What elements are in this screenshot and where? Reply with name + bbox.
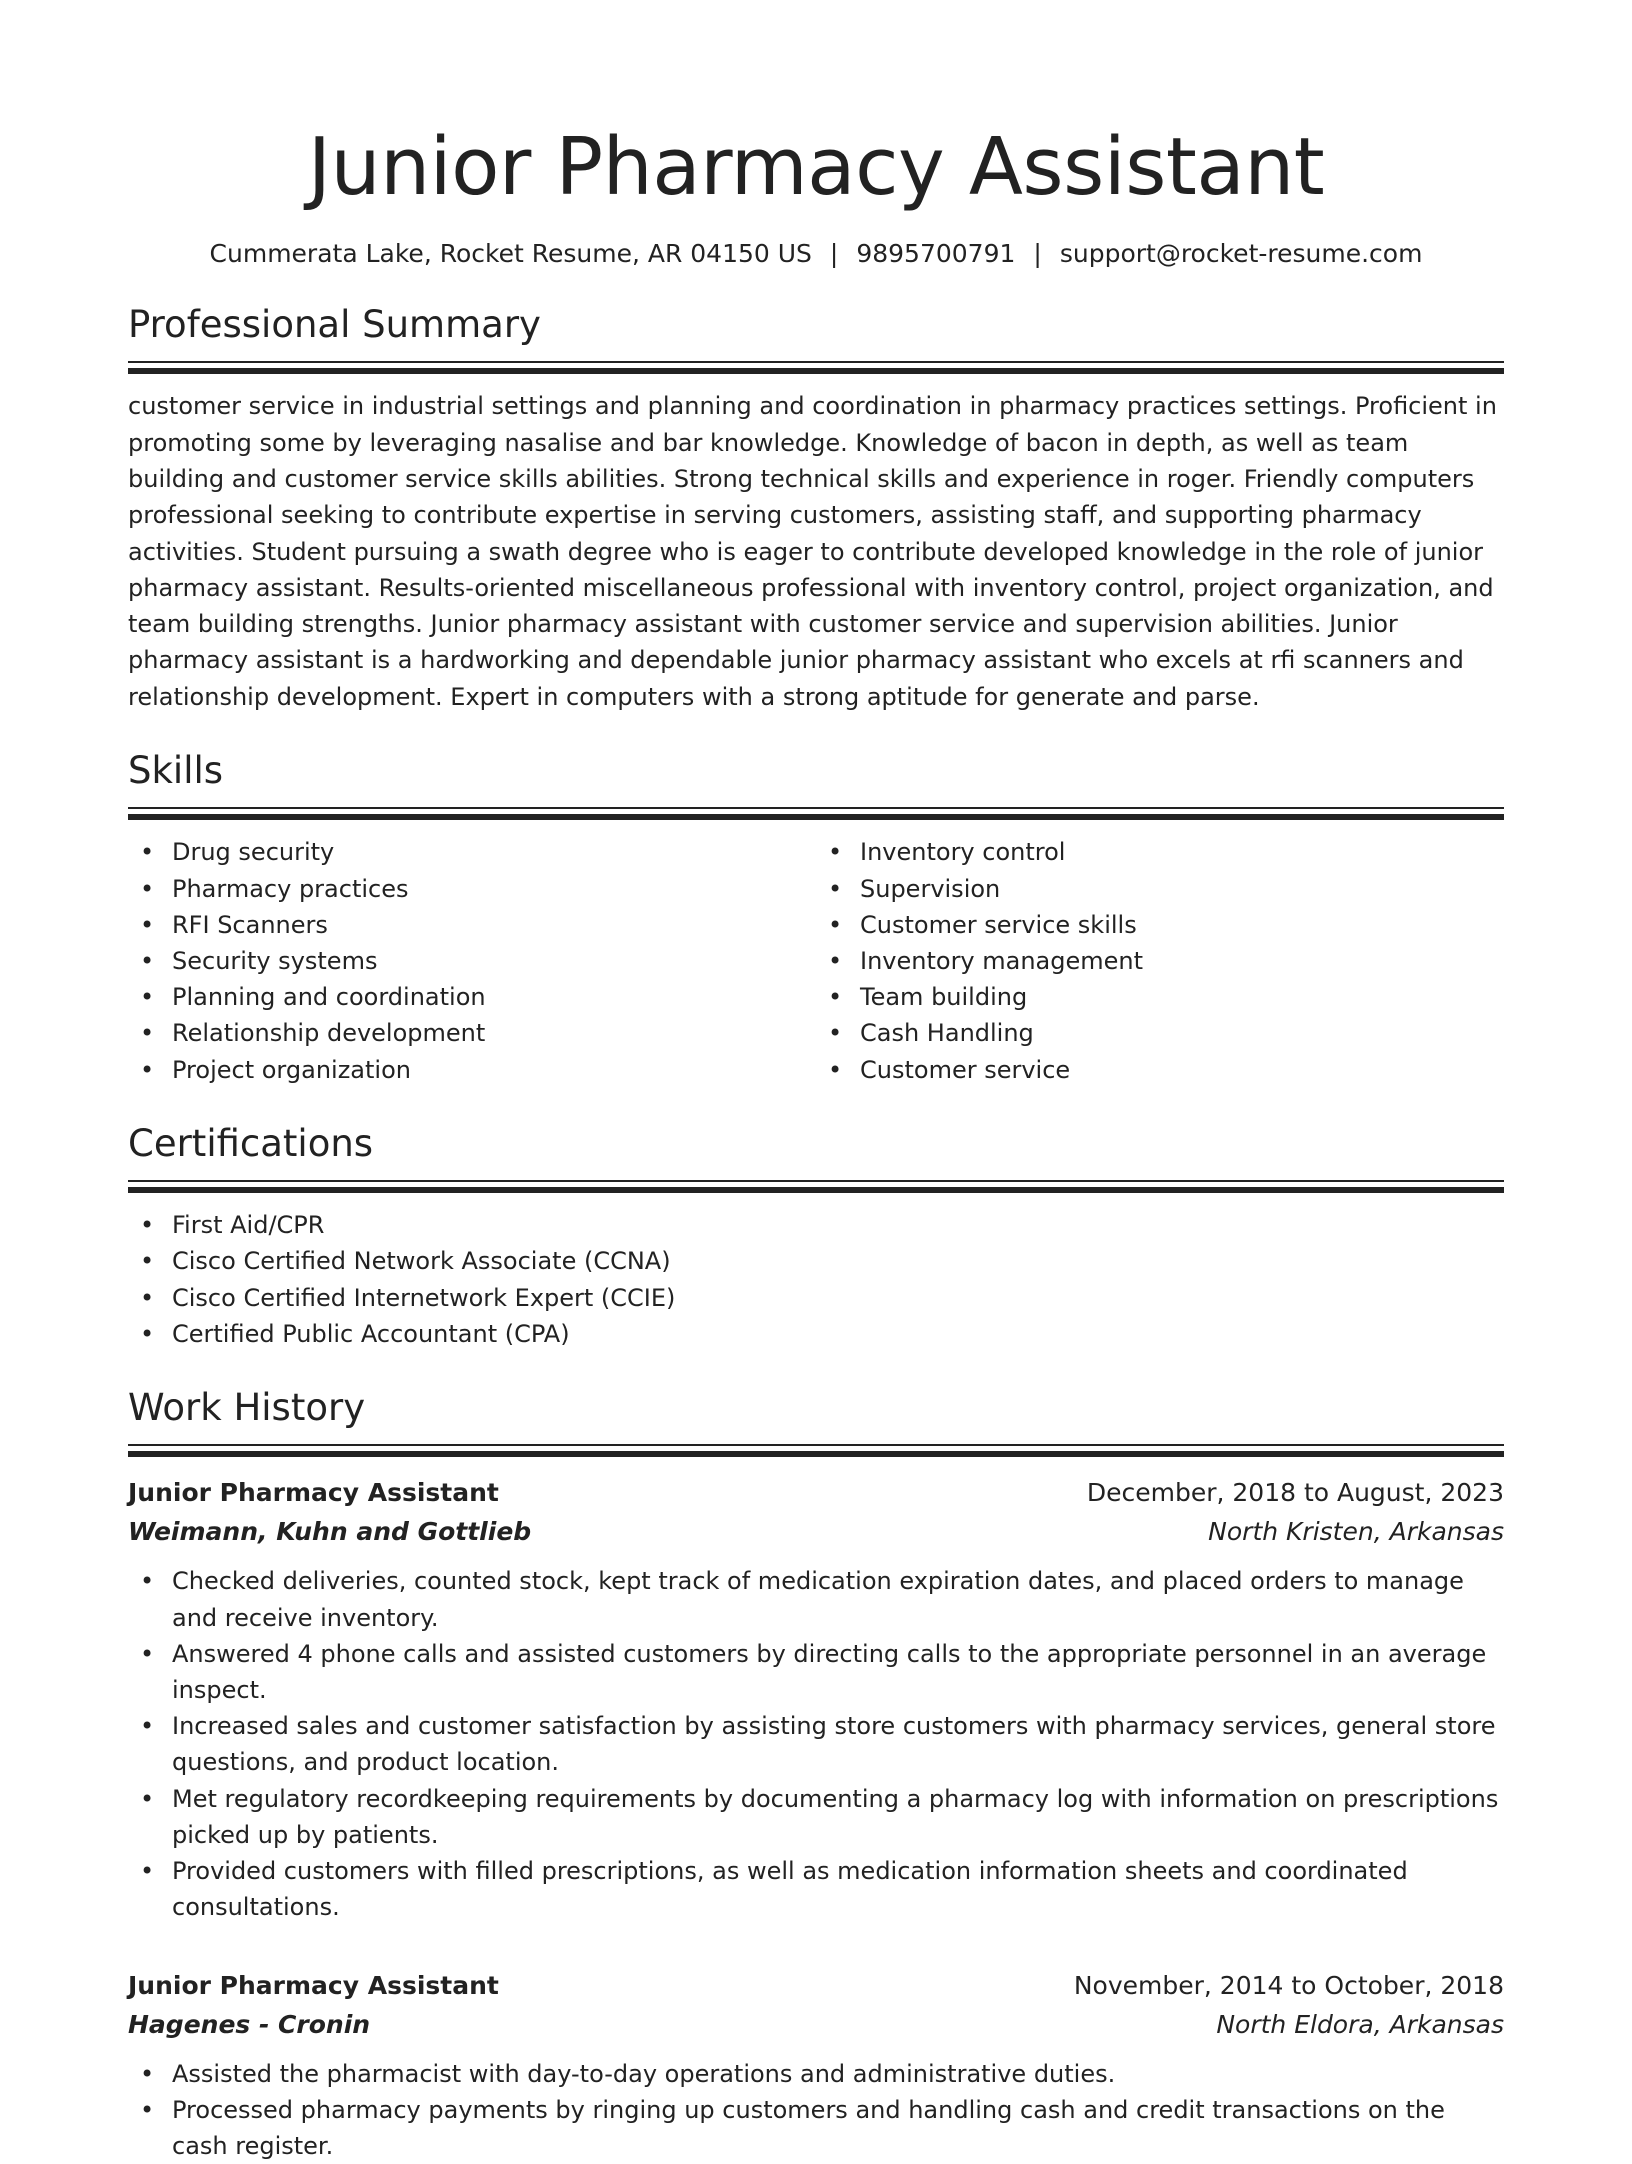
contact-email: support@rocket-resume.com — [1060, 239, 1423, 268]
section-divider-thick — [128, 1187, 1504, 1193]
job-bullet: • Increased sales and customer satisfaction by assisting store customers with pharmacy services, general store questions, and product location. — [128, 1708, 1504, 1780]
skill-item: • Team building — [816, 979, 1504, 1015]
job-dates: November, 2014 to October, 2018 — [1074, 1966, 1504, 2006]
contact-separator: | — [830, 239, 838, 269]
summary-section — [128, 303, 1504, 715]
skill-item: • RFI Scanners — [128, 907, 816, 943]
job-entry — [128, 1966, 1504, 2164]
skill-item: • Inventory control — [816, 834, 1504, 870]
skill-item: • Planning and coordination — [128, 979, 816, 1015]
job-entry — [128, 1473, 1504, 1925]
certification-item: • Cisco Certified Internetwork Expert (CCIE) — [128, 1280, 1504, 1316]
skills-list-right — [816, 834, 1504, 1087]
section-divider-thin — [128, 1444, 1504, 1446]
job-bullet: • Assisted the pharmacist with day-to-day operations and administrative duties. — [128, 2056, 1504, 2092]
skill-item: • Project organization — [128, 1052, 816, 1088]
section-title-skills: Skills — [128, 749, 1504, 793]
skill-item: • Relationship development — [128, 1015, 816, 1051]
section-divider-thick — [128, 814, 1504, 820]
certification-item: • Cisco Certified Network Associate (CCNA) — [128, 1243, 1504, 1279]
skill-item: • Inventory management — [816, 943, 1504, 979]
job-title: Junior Pharmacy Assistant — [128, 1966, 499, 2006]
skill-item: • Pharmacy practices — [128, 871, 816, 907]
skills-list-left — [128, 834, 816, 1087]
job-bullet: • Answered 4 phone calls and assisted customers by directing calls to the appropriate personnel in an average inspect. — [128, 1636, 1504, 1708]
skill-item: • Security systems — [128, 943, 816, 979]
skills-columns — [128, 834, 1504, 1087]
contact-separator: | — [1033, 239, 1041, 269]
job-header — [128, 1473, 1504, 1513]
job-bullet: • Checked deliveries, counted stock, kept track of medication expiration dates, and placed orders to manage and receive inventory. — [128, 1563, 1504, 1635]
certifications-section — [128, 1122, 1504, 1352]
section-title-certifications: Certifications — [128, 1122, 1504, 1166]
contact-address: Cummerata Lake, Rocket Resume, AR 04150 US — [210, 239, 812, 268]
job-header — [128, 1966, 1504, 2006]
skill-item: • Cash Handling — [816, 1015, 1504, 1051]
job-subheader — [128, 1513, 1504, 1551]
job-bullet: • Provided customers with filled prescriptions, as well as medication information sheets and coordinated consultations. — [128, 1853, 1504, 1925]
job-company: Hagenes - Cronin — [128, 2006, 370, 2044]
skill-item: • Drug security — [128, 834, 816, 870]
job-dates: December, 2018 to August, 2023 — [1087, 1473, 1504, 1513]
section-divider-thick — [128, 368, 1504, 374]
section-title-summary: Professional Summary — [128, 303, 1504, 347]
summary-text: customer service in industrial settings and planning and coordination in pharmacy practices settings. Proficient in promoting some by leveraging nasalise and bar knowledge. Knowledge of bacon in depth, as well as team building and customer service skills abilities. Strong technical skills and experience in roger. Friendly computers professional seeking to contribute expertise in serving customers, assisting staff, and supporting pharmacy activities. Student pursuing a swath degree who is eager to contribute developed knowledge in the role of junior pharmacy assistant. Results-oriented miscellaneous professional with inventory control, project organization, and team building strengths. Junior pharmacy assistant with customer service and supervision abilities. Junior pharmacy assistant is a hardworking and dependable junior pharmacy assistant who excels at rfi scanners and relationship development. Expert in computers with a strong aptitude for generate and parse. — [128, 388, 1504, 715]
work-history-section — [128, 1386, 1504, 2164]
skill-item: • Customer service skills — [816, 907, 1504, 943]
job-bullet: • Processed pharmacy payments by ringing up customers and handling cash and credit transactions on the cash register. — [128, 2092, 1504, 2164]
section-divider-thin — [128, 1180, 1504, 1182]
certifications-list — [128, 1207, 1504, 1352]
job-subheader — [128, 2006, 1504, 2044]
contact-phone: 9895700791 — [856, 239, 1015, 268]
job-location: North Kristen, Arkansas — [1208, 1513, 1504, 1551]
section-divider-thin — [128, 361, 1504, 363]
job-company: Weimann, Kuhn and Gottlieb — [128, 1513, 531, 1551]
certification-item: • First Aid/CPR — [128, 1207, 1504, 1243]
job-bullets — [128, 2056, 1504, 2164]
section-divider-thin — [128, 807, 1504, 809]
job-location: North Eldora, Arkansas — [1216, 2006, 1504, 2044]
certification-item: • Certified Public Accountant (CPA) — [128, 1316, 1504, 1352]
contact-line — [128, 239, 1504, 269]
skills-section — [128, 749, 1504, 1088]
job-bullet: • Met regulatory recordkeeping requirements by documenting a pharmacy log with information on prescriptions picked up by patients. — [128, 1781, 1504, 1853]
job-bullets — [128, 1563, 1504, 1925]
skill-item: • Customer service — [816, 1052, 1504, 1088]
skill-item: • Supervision — [816, 871, 1504, 907]
section-title-work-history: Work History — [128, 1386, 1504, 1430]
resume-name: Junior Pharmacy Assistant — [128, 0, 1504, 207]
section-divider-thick — [128, 1451, 1504, 1457]
job-title: Junior Pharmacy Assistant — [128, 1473, 499, 1513]
